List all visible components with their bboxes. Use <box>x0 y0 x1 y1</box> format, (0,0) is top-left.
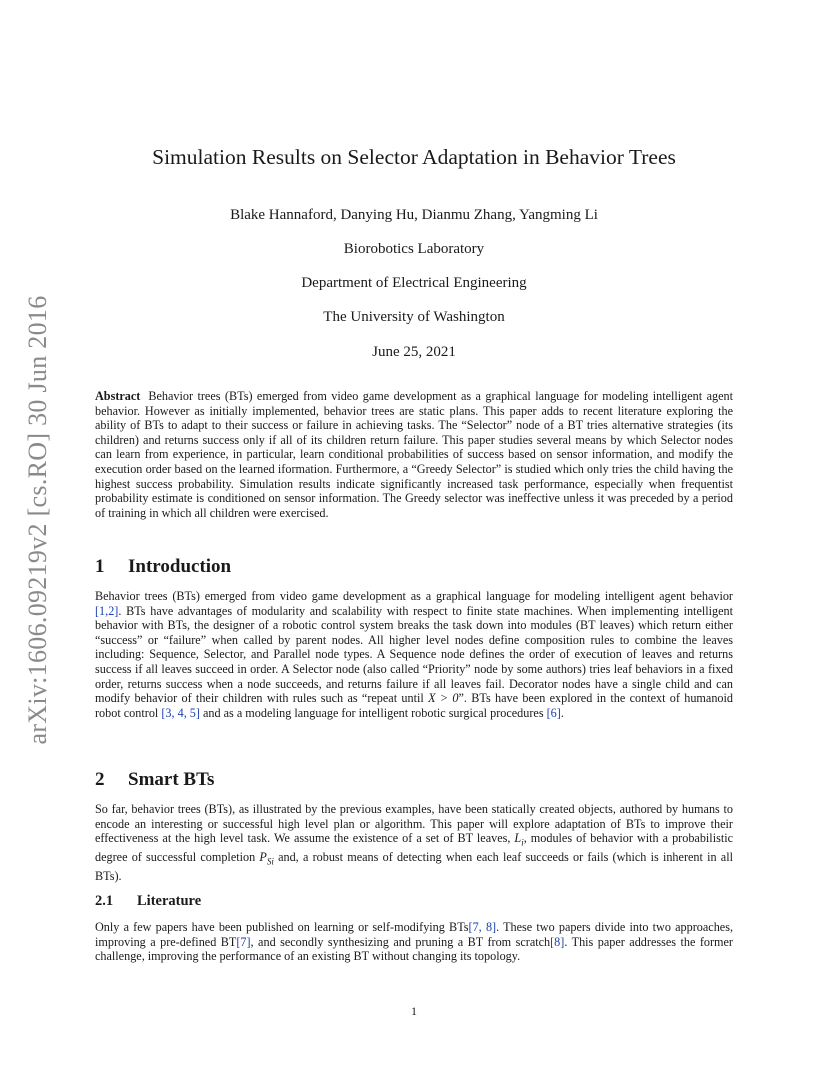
literature-paragraph <box>95 920 733 964</box>
paragraph-text: So far, behavior trees (BTs), as illustrated by the previous examples, have been statically created objects, authored by humans to encode an interesting or successful high level plan or algorithm. This paper will explore adaptation of BTs to improve their effectiveness at the high level task. We assume the existence of a set of BT leaves, <box>95 802 733 846</box>
math-symbol: $P_{Si}$ <box>259 850 274 867</box>
smart-bts-paragraph <box>95 802 733 884</box>
introduction-paragraph <box>95 589 733 720</box>
abstract-label: Abstract <box>95 389 141 403</box>
citation-link[interactable]: [8] <box>550 934 565 949</box>
paragraph-text: . <box>560 705 564 720</box>
paragraph-text: . These two papers divide into two approaches, improving a pre-defined BT <box>95 920 734 949</box>
section-number: 2 <box>95 769 105 790</box>
arxiv-identifier-stamp: arXiv:1606.09219v2 [cs.RO] 30 Jun 2016 <box>23 295 52 745</box>
paragraph-text: . BTs have advantages of modularity and scalability with respect to finite state machines. When implementing intelligent behavior with BTs, the designer of a robotic control system breaks the task down into modules (BT leaves) which return either “success” or “failure” when called by parent nodes. All higher level nodes define composition rules to combine the leaves including: Sequence, Selector, and Parallel node types. A Sequence node defines the order of execution of leaves and returns success if all leaves succeed in order. A Selector node (also called “Priority” node by some authors) tries leaf behaviors in a fixed order, returns success when a node succeeds, and returns failure if all leaves fail. Decorator nodes have a single child and can modify behavior of their children with rules such as “repeat until <box>95 603 733 706</box>
section-number: 1 <box>95 556 105 577</box>
paragraph-text: Behavior trees (BTs) emerged from video game development as a graphical language for modeling intelligent agent behavior <box>95 589 733 603</box>
paragraph-text: ”. BTs have been explored in the context of humanoid robot control <box>95 691 733 720</box>
citation-link[interactable]: 8] <box>485 920 497 934</box>
affiliation-department: Department of Electrical Engineering <box>301 275 527 291</box>
section-title: Introduction <box>128 556 232 577</box>
subsection-title: Literature <box>137 893 202 909</box>
subsection-heading-literature <box>95 893 201 910</box>
paragraph-text: , modules of behavior with a probabilistic degree of successful completion <box>95 831 734 865</box>
affiliation-lab: Biorobotics Laboratory <box>343 241 485 257</box>
citation-link[interactable]: [1, <box>95 603 109 618</box>
citation-link[interactable]: [3, <box>161 705 175 720</box>
abstract-text: Behavior trees (BTs) emerged from video game development as a graphical language for modeling intelligent agent behavior. However as initially implemented, behavior trees are static plans. This paper adds to recent literature exploring the ability of BTs to adapt to their success or failure in achieving tasks. The “Selector” node of a BT tries alternative strategies (its children) and returns success only if all of its children return failure. This paper studies several means by which Selector nodes can learn from experience, in particular, learn conditional probabilities of success based on sensor information, and modify the execution order based on the learned iformation. Furthermore, a “Greedy Selector” is studied which only tries the child having the highest success probability. Simulation results indicate significantly increased task performance, especially when frequentist probability estimate is conditioned on sensor information. The Greedy selector was ineffective unless it was preceded by a period of training in which all children were exercised. <box>95 389 733 520</box>
affiliation-university: The University of Washington <box>323 309 505 325</box>
paragraph-text: and, a robust means of detecting when each leaf succeeds or fails (which is inherent in all BTs). <box>95 850 733 884</box>
section-heading-introduction <box>95 556 231 578</box>
paper-title: Simulation Results on Selector Adaptation in Behavior Trees <box>152 145 676 169</box>
paragraph-text: Only a few papers have been published on learning or self-modifying BTs <box>95 920 469 934</box>
author-list: Blake Hannaford, Danying Hu, Dianmu Zhang, Yangming Li <box>230 207 598 223</box>
section-heading-smart-bts <box>95 769 214 791</box>
paper-date: June 25, 2021 <box>372 344 456 360</box>
paragraph-text: and as a modeling language for intelligent robotic surgical procedures <box>199 705 547 720</box>
subsection-number: 2.1 <box>95 893 114 909</box>
citation-link[interactable]: 4, <box>177 705 187 720</box>
citation-link[interactable]: [7, <box>468 920 482 934</box>
page-number: 1 <box>411 1004 417 1018</box>
abstract-block <box>95 389 733 520</box>
citation-link[interactable]: [7] <box>236 934 251 949</box>
citation-link[interactable]: 2] <box>108 603 119 618</box>
citation-link[interactable]: [6] <box>546 705 561 720</box>
math-symbol: $L_i$ <box>514 831 524 848</box>
paragraph-text: , and secondly synthesizing and pruning a BT from scratch <box>250 934 551 949</box>
math-expression: X > 0 <box>428 691 459 706</box>
paragraph-text: . This paper addresses the former challenge, improving the performance of an existing BT without changing its topology. <box>95 934 733 964</box>
citation-link[interactable]: 5] <box>189 705 200 720</box>
section-title: Smart BTs <box>128 769 215 790</box>
